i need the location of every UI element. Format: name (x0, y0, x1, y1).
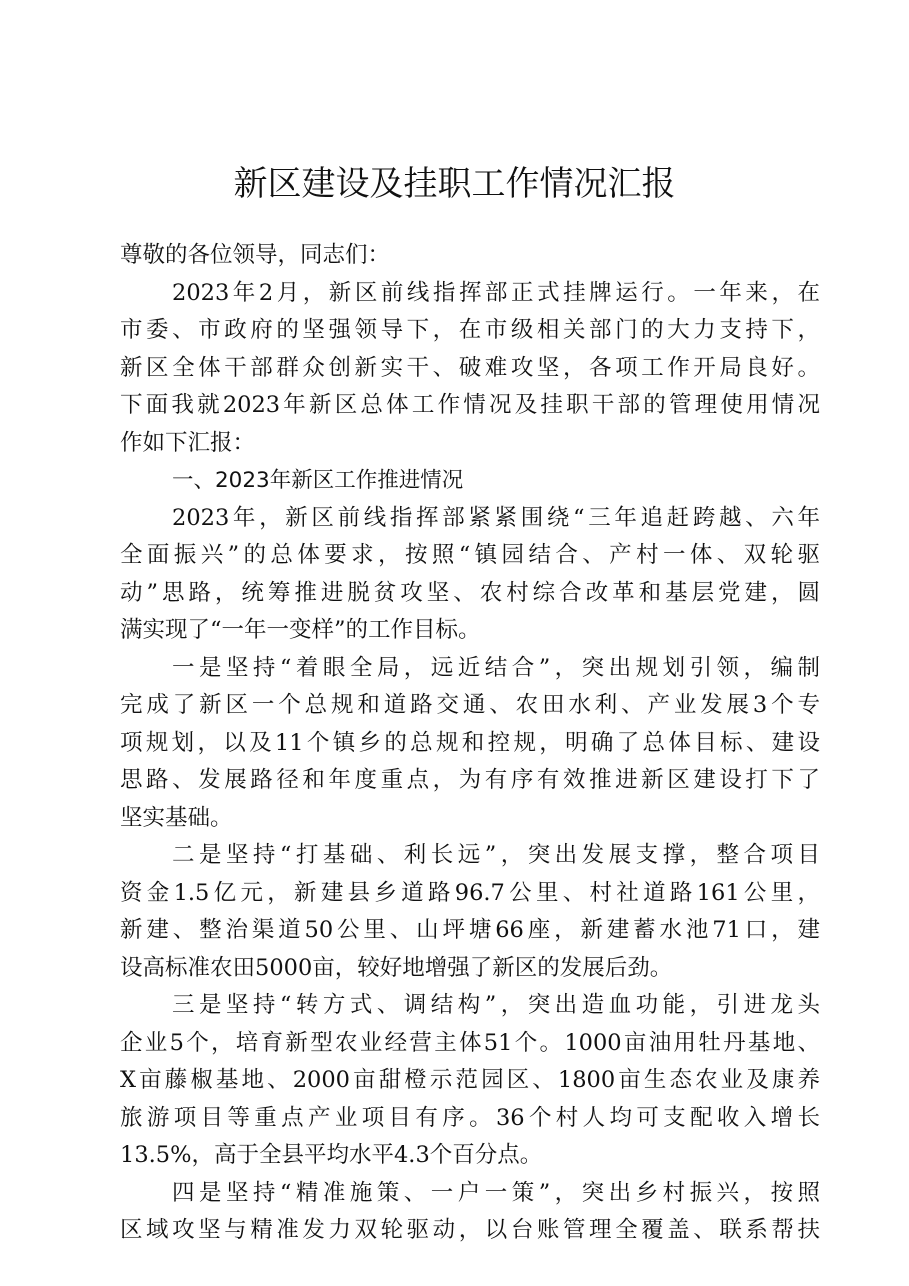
paragraph-line: 新区全体干部群众创新实干、破难攻坚，各项工作开局良好。 (120, 354, 820, 381)
paragraph-line: 设高标准农田5000亩，较好地增强了新区的发展后劲。 (120, 954, 673, 981)
paragraph-line: 思路、发展路径和年度重点，为有序有效推进新区建设打下了 (120, 767, 820, 793)
paragraph-line: 新建、整治渠道50公里、山坪塘66座，新建蓄水池71口，建 (120, 917, 820, 943)
paragraph-line: 资金1.5亿元，新建县乡道路96.7公里、村社道路161公里， (120, 879, 820, 906)
paragraph-line: 市委、市政府的坚强领导下，在市级相关部门的大力支持下， (120, 317, 820, 343)
paragraph-line: 项规划，以及11个镇乡的总规和控规，明确了总体目标、建设 (120, 729, 820, 756)
paragraph-line: 四是坚持“精准施策、一户一策”，突出乡村振兴，按照 (172, 1179, 820, 1206)
paragraph-line: 三是坚持“转方式、调结构”，突出造血功能，引进龙头 (172, 992, 820, 1018)
paragraph-line: 企业5个，培育新型农业经营主体51个。1000亩油用牡丹基地、 (120, 1029, 820, 1056)
paragraph-line: 下面我就2023年新区总体工作情况及挂职干部的管理使用情况 (120, 392, 820, 418)
paragraph-line: 动”思路，统筹推进脱贫攻坚、农村综合改革和基层党建，圆 (120, 579, 820, 606)
document-title: 新区建设及挂职工作情况汇报 (233, 164, 676, 204)
paragraph-line: X亩藤椒基地、2000亩甜橙示范园区、1800亩生态农业及康养 (120, 1067, 820, 1093)
section-heading: 一、2023年新区工作推进情况 (172, 468, 464, 493)
paragraph-line: 区域攻坚与精准发力双轮驱动，以台账管理全覆盖、联系帮扶 (120, 1217, 820, 1243)
paragraph-line: 完成了新区一个总规和道路交通、农田水利、产业发展3个专 (120, 692, 820, 718)
salutation-line: 尊敬的各位领导，同志们： (120, 242, 391, 268)
paragraph-line: 二是坚持“打基础、利长远”，突出发展支撑，整合项目 (172, 842, 820, 868)
paragraph-line: 满实现了“一年一变样”的工作目标。 (120, 617, 481, 643)
paragraph-line: 一是坚持“着眼全局，远近结合”，突出规划引领，编制 (172, 654, 820, 681)
paragraph-line: 2023年，新区前线指挥部紧紧围绕“三年追赶跨越、六年 (172, 504, 820, 531)
paragraph-line: 旅游项目等重点产业项目有序。36个村人均可支配收入增长 (120, 1104, 820, 1131)
paragraph-line: 13.5%，高于全县平均水平4.3个百分点。 (120, 1142, 543, 1168)
document-body (120, 237, 820, 1250)
paragraph-line: 2023年2月，新区前线指挥部正式挂牌运行。一年来，在 (172, 279, 820, 306)
paragraph-line: 全面振兴”的总体要求，按照“镇园结合、产村一体、双轮驱 (120, 542, 820, 568)
paragraph-line: 坚实基础。 (120, 804, 233, 831)
paragraph-line: 作如下汇报： (120, 429, 256, 456)
